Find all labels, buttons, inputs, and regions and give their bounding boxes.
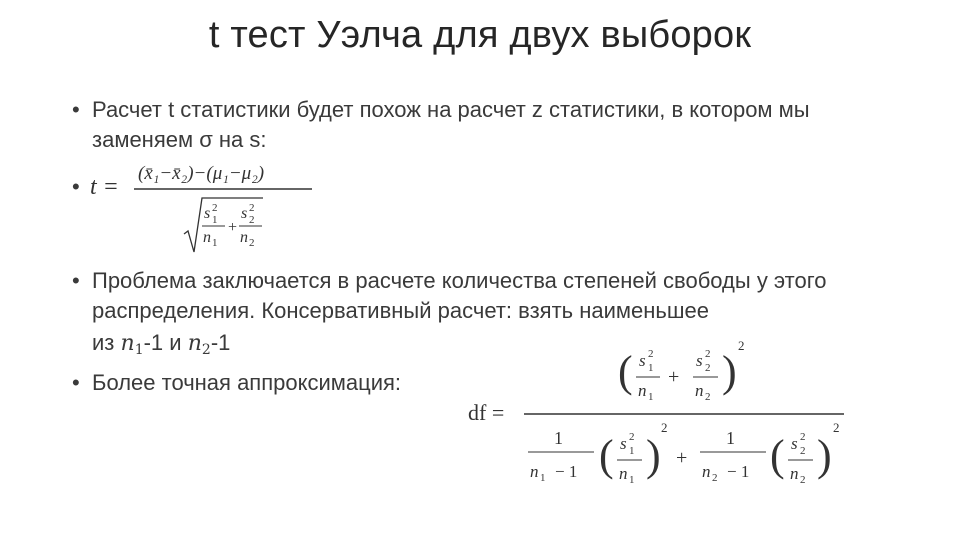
df-den-n1: n [530, 462, 539, 481]
t-s2-sup: 2 [249, 202, 255, 214]
t-s1-sub: 1 [212, 214, 218, 226]
df-den-minus1-1: − 1 [555, 462, 578, 481]
df-num-s2-sub: 2 [705, 362, 711, 374]
bullet-item [72, 95, 892, 155]
svg-text:(: ( [599, 431, 614, 480]
df-den-n2b-sub: 2 [800, 474, 806, 486]
t-s2-sub: 2 [249, 214, 255, 226]
df-den-one-2: 1 [726, 428, 735, 448]
t-n1-sub: 1 [212, 237, 218, 249]
df-num-s2-sup: 2 [705, 348, 711, 360]
bullet-item [72, 368, 401, 398]
df-num-plus: + [668, 366, 680, 388]
df-den-s2-sub: 2 [800, 445, 806, 457]
df-den-n2: n [702, 462, 711, 481]
df-num-n1: n [638, 381, 647, 400]
bullet-text: Проблема заключается в расчете количества степеней свободы у этого распределения. Консервативный расчет: взять наименьшее [92, 268, 827, 323]
df-den-sup-1: 2 [661, 420, 668, 435]
df-den-n2-sub: 2 [712, 472, 718, 484]
degrees-minus-one-2: -1 [210, 330, 231, 355]
df-den-n1b: n [619, 464, 628, 483]
degrees-conj: и [169, 330, 182, 355]
degrees-n2: $n_2$ [187, 331, 211, 358]
df-den-n1-sub: 1 [540, 472, 546, 484]
df-num-s2: s [696, 351, 703, 370]
t-lhs: t = [90, 174, 119, 200]
df-num-n1-sub: 1 [648, 391, 654, 403]
df-den-sup-2: 2 [833, 420, 840, 435]
bullet-text: Расчет t статистики будет похож на расчет z статистики, в котором мы заменяем σ на s: [92, 97, 810, 152]
degrees-n1: $n_1$ [120, 331, 144, 358]
svg-text:(: ( [618, 347, 633, 396]
df-lhs: df = [468, 400, 505, 425]
t-plus: + [228, 219, 238, 236]
bullet-text: Более точная аппроксимация: [92, 370, 402, 395]
df-den-s1-sub: 1 [629, 445, 635, 457]
df-num-s1: s [639, 351, 646, 370]
df-den-s2: s [791, 434, 798, 453]
df-den-n1b-sub: 1 [629, 474, 635, 486]
df-den-s1-sup: 2 [629, 431, 635, 443]
bullet-dot: • [72, 174, 80, 199]
df-num-outer-sup: 2 [738, 338, 745, 353]
bullet-dot: • [72, 370, 80, 395]
df-num-n2-sub: 2 [705, 391, 711, 403]
df-den-one-1: 1 [554, 428, 563, 448]
t-s1: s [204, 205, 211, 222]
degrees-minus-one-1: -1 [143, 330, 164, 355]
svg-text:): ) [646, 431, 661, 480]
svg-text:): ) [817, 431, 832, 480]
page-title: t тест Уэлча для двух выборок [208, 14, 752, 56]
t-numerator: (x̄₁−x̄₂)−(μ₁−μ₂) [138, 163, 265, 184]
svg-text:): ) [722, 347, 737, 396]
df-formula [462, 336, 862, 504]
svg-text:(: ( [770, 431, 785, 480]
degrees-prefix: из [92, 330, 115, 355]
df-num-s1-sub: 1 [648, 362, 654, 374]
bullet-dot: • [72, 97, 80, 122]
df-num-s1-sup: 2 [648, 348, 654, 360]
t-n2: n [240, 229, 248, 246]
t-n1: n [203, 229, 211, 246]
df-den-plus: + [676, 447, 688, 469]
t-n2-sub: 2 [249, 237, 255, 249]
bullet-item [72, 266, 892, 326]
df-num-n2: n [695, 381, 704, 400]
df-den-s1: s [620, 434, 627, 453]
df-den-minus1-2: − 1 [727, 462, 750, 481]
bullet-dot: • [72, 268, 80, 293]
df-den-n2b: n [790, 464, 799, 483]
df-den-s2-sup: 2 [800, 431, 806, 443]
t-s1-sup: 2 [212, 202, 218, 214]
degrees-line [72, 328, 230, 365]
t-formula [88, 156, 328, 258]
t-s2: s [241, 205, 248, 222]
